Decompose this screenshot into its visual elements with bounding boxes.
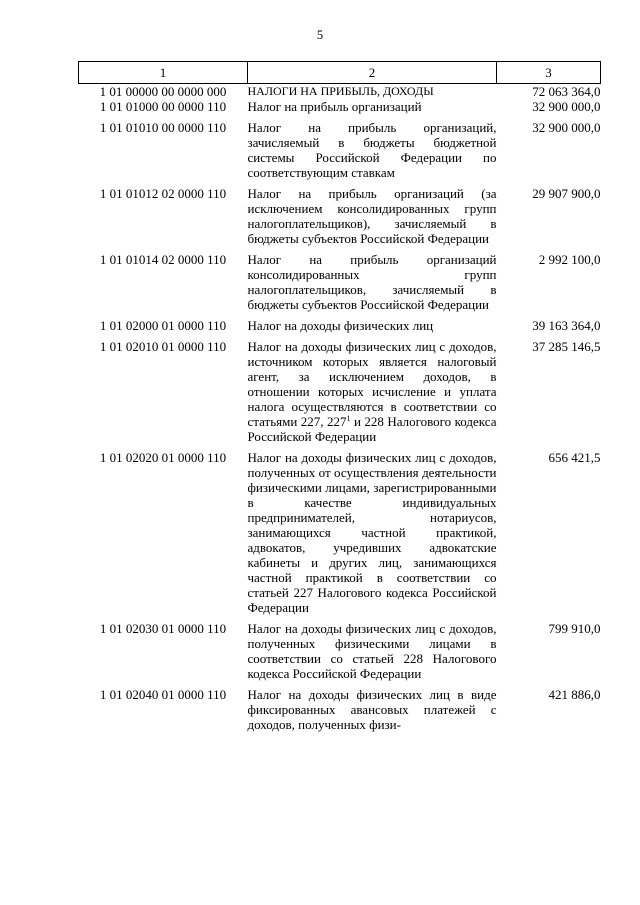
revenue-amount: 72 063 364,0	[532, 84, 601, 99]
column-header-amount: 3	[497, 62, 601, 84]
page-number: 5	[316, 28, 324, 42]
table-row	[79, 318, 601, 339]
revenue-amount: 37 285 146,5	[532, 339, 601, 354]
table-header	[79, 62, 601, 84]
revenue-name-text: Налог на доходы физических лиц с доходов, источником которых является налоговый агент, за исключением доходов, в отношении которых исчисление и уплата налога осуществляются в соответствии со статьями 227, 227	[247, 339, 497, 429]
budget-code: 1 01 01014 02 0000 110	[99, 252, 227, 267]
article-superscript: 1	[346, 414, 351, 423]
table-row	[79, 99, 601, 120]
revenue-name	[248, 339, 497, 450]
revenue-name: НАЛОГИ НА ПРИБЫЛЬ, ДОХОДЫ	[247, 84, 434, 98]
revenue-name: Налог на доходы физических лиц с доходов, полученных от осуществления деятельности физическими лицами, зарегистрированными в качестве индивидуальных предпринимателей, нотариусов, занимающихся частной практикой, адвокатов, учредивших адвокатские кабинеты и других лиц, занимающихся частной практикой в соответствии со статьей 227 Налогового кодекса Российской Федерации	[247, 450, 497, 615]
revenue-name: Налог на доходы физических лиц с доходов, полученных физическими лицами в соответствии со статьей 228 Налогового кодекса Российской Федерации	[247, 621, 497, 681]
table-row	[79, 186, 601, 252]
table-row	[79, 621, 601, 687]
budget-code: 1 01 01010 00 0000 110	[99, 120, 227, 135]
budget-code: 1 01 01012 02 0000 110	[99, 186, 227, 201]
budget-code: 1 01 02040 01 0000 110	[99, 687, 227, 702]
table-row	[79, 252, 601, 318]
revenue-name: Налог на прибыль организаций консолидированных групп налогоплательщиков, зачисляемый в бюджеты субъектов Российской Федерации	[247, 252, 497, 312]
revenue-amount: 39 163 364,0	[532, 318, 601, 333]
revenue-amount: 32 900 000,0	[532, 120, 601, 135]
column-header-name: 2	[248, 62, 497, 84]
budget-code: 1 01 00000 00 0000 000	[99, 84, 227, 99]
table-row	[79, 120, 601, 186]
revenue-amount: 799 910,0	[548, 621, 601, 636]
budget-code: 1 01 02030 01 0000 110	[99, 621, 227, 636]
revenue-name: Налог на доходы физических лиц в виде фиксированных авансовых платежей с доходов, полученных физи-	[247, 687, 497, 732]
table-row	[79, 687, 601, 732]
budget-code: 1 01 01000 00 0000 110	[99, 99, 227, 114]
revenue-name: Налог на прибыль организаций (за исключением консолидированных групп налогоплательщиков), зачисляемый в бюджеты субъектов Российской Федерации	[247, 186, 497, 246]
column-header-code: 1	[79, 62, 248, 84]
table-row	[79, 339, 601, 450]
budget-code: 1 01 02020 01 0000 110	[99, 450, 227, 465]
revenue-amount: 29 907 900,0	[532, 186, 601, 201]
revenue-name: Налог на доходы физических лиц	[247, 318, 434, 333]
table-row	[79, 84, 601, 100]
revenue-name: Налог на прибыль организаций, зачисляемый в бюджеты бюджетной системы Российской Федерации по соответствующим ставкам	[247, 120, 497, 180]
revenue-amount: 2 992 100,0	[538, 252, 601, 267]
budget-code: 1 01 02010 01 0000 110	[99, 339, 227, 354]
revenue-amount: 421 886,0	[548, 687, 601, 702]
table-row	[79, 450, 601, 621]
revenue-amount: 32 900 000,0	[532, 99, 601, 114]
revenue-name: Налог на прибыль организаций	[247, 99, 422, 114]
revenue-name-text-end: и 228 Налогового кодекса Российской Федерации	[247, 414, 497, 444]
revenue-amount: 656 421,5	[548, 450, 601, 465]
budget-code: 1 01 02000 01 0000 110	[99, 318, 227, 333]
budget-revenue-table	[78, 61, 601, 732]
